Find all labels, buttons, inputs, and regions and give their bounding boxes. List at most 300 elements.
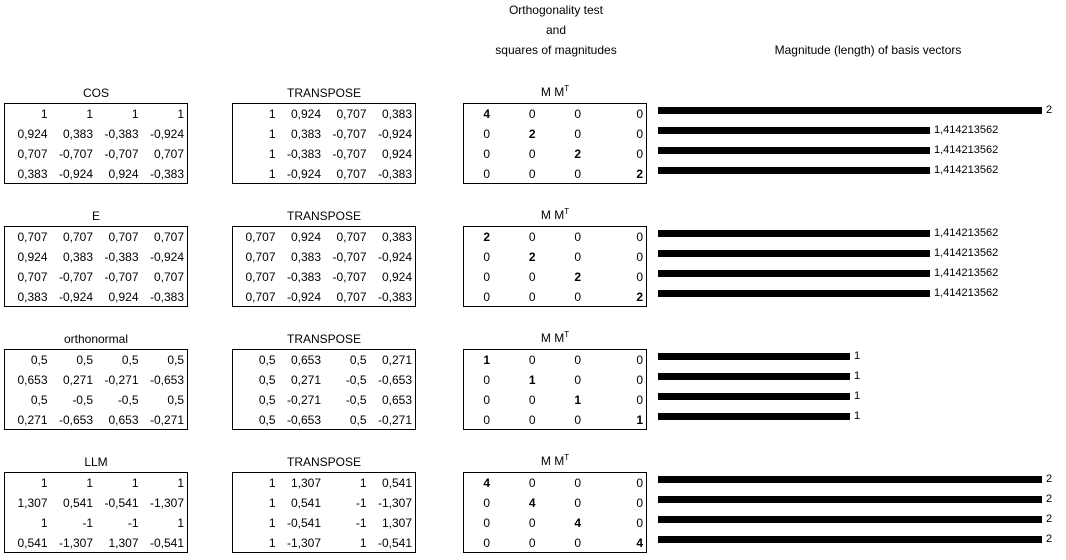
matrix-cell[interactable]: -0,707 bbox=[104, 270, 139, 284]
matrix-cell[interactable]: 0,383 bbox=[17, 290, 48, 304]
matrix-cell[interactable]: -0,653 bbox=[149, 373, 184, 387]
matrix-row bbox=[5, 513, 187, 533]
mmt-cell[interactable]: 0 bbox=[528, 147, 536, 161]
transpose-cell[interactable]: -0,924 bbox=[377, 127, 412, 141]
transpose-cell[interactable]: 0,5 bbox=[258, 373, 276, 387]
transpose-cell[interactable]: 1 bbox=[268, 147, 276, 161]
matrix-matrix bbox=[4, 103, 188, 184]
transpose-matrix bbox=[232, 103, 416, 184]
matrix-cell[interactable]: 1,307 bbox=[17, 496, 48, 510]
transpose-cell[interactable]: -0,5 bbox=[345, 373, 367, 387]
magnitude-bar bbox=[658, 290, 930, 297]
mmt-label-superscript: T bbox=[564, 330, 570, 339]
matrix-cell[interactable]: -0,383 bbox=[149, 290, 184, 304]
transpose-matrix bbox=[232, 226, 416, 307]
magnitude-value: 1 bbox=[854, 370, 861, 382]
matrix-cell[interactable]: 0,5 bbox=[167, 353, 184, 367]
matrix-cell[interactable]: 0,653 bbox=[17, 373, 48, 387]
matrix-name-label: COS bbox=[82, 86, 109, 100]
mmt-cell[interactable]: 0 bbox=[636, 373, 643, 387]
matrix-row bbox=[5, 533, 187, 553]
transpose-cell[interactable]: 1 bbox=[268, 516, 276, 530]
magnitude-value: 1,414213562 bbox=[934, 287, 999, 299]
magnitude-value: 2 bbox=[1046, 493, 1053, 505]
magnitude-bar bbox=[658, 413, 850, 420]
magnitude-value: 1,414213562 bbox=[934, 227, 999, 239]
transpose-row bbox=[233, 227, 415, 247]
transpose-cell[interactable]: -0,653 bbox=[286, 413, 321, 427]
transpose-cell[interactable]: -0,541 bbox=[377, 536, 412, 550]
matrix-row bbox=[5, 390, 187, 410]
matrix-name-label: LLM bbox=[84, 455, 108, 469]
matrix-cell[interactable]: 0,707 bbox=[153, 230, 184, 244]
transpose-cell[interactable]: 0,924 bbox=[290, 230, 321, 244]
transpose-cell[interactable]: -0,707 bbox=[332, 127, 367, 141]
mmt-cell[interactable]: 0 bbox=[528, 167, 536, 181]
magnitude-bar bbox=[658, 353, 850, 360]
transpose-cell[interactable]: 0,707 bbox=[245, 290, 276, 304]
magnitude-bar bbox=[658, 516, 1042, 523]
mmt-cell[interactable]: 2 bbox=[528, 127, 536, 141]
matrix-cell[interactable]: -0,383 bbox=[104, 250, 139, 264]
magnitude-bar bbox=[658, 270, 930, 277]
mmt-cell[interactable]: 0 bbox=[528, 353, 536, 367]
matrix-row bbox=[5, 350, 187, 370]
matrix-cell[interactable]: 0,707 bbox=[17, 270, 48, 284]
transpose-cell[interactable]: 0,707 bbox=[245, 270, 276, 284]
mmt-cell[interactable]: 0 bbox=[483, 393, 491, 407]
matrix-cell[interactable]: 0,5 bbox=[30, 353, 48, 367]
orthogonality-header-line1: Orthogonality test bbox=[508, 3, 604, 17]
transpose-cell[interactable]: -0,5 bbox=[345, 393, 367, 407]
matrix-cell[interactable]: -0,541 bbox=[104, 496, 139, 510]
mmt-cell[interactable]: 0 bbox=[574, 536, 582, 550]
mmt-row bbox=[464, 350, 646, 370]
transpose-cell[interactable]: 0,5 bbox=[258, 413, 276, 427]
mmt-cell[interactable]: 2 bbox=[636, 290, 643, 304]
mmt-cell[interactable]: 0 bbox=[528, 413, 536, 427]
mmt-cell[interactable]: 0 bbox=[483, 373, 491, 387]
transpose-cell[interactable]: 0,541 bbox=[290, 496, 321, 510]
mmt-cell[interactable]: 0 bbox=[636, 147, 643, 161]
transpose-cell[interactable]: 0,383 bbox=[290, 127, 321, 141]
matrix-cell[interactable]: 0,541 bbox=[62, 496, 93, 510]
magnitude-value: 2 bbox=[1046, 104, 1053, 116]
mmt-cell[interactable]: 0 bbox=[483, 290, 491, 304]
mmt-cell[interactable]: 0 bbox=[528, 107, 536, 121]
transpose-cell[interactable]: 1,307 bbox=[381, 516, 412, 530]
mmt-cell[interactable]: 0 bbox=[483, 127, 491, 141]
mmt-label-superscript: T bbox=[564, 453, 570, 462]
transpose-cell[interactable]: -0,541 bbox=[286, 516, 321, 530]
matrix-cell[interactable]: 0,271 bbox=[62, 373, 93, 387]
transpose-cell[interactable]: -0,707 bbox=[332, 250, 367, 264]
matrix-cell[interactable]: -0,924 bbox=[58, 290, 93, 304]
matrix-cell[interactable]: -0,271 bbox=[149, 413, 184, 427]
mmt-cell[interactable]: 0 bbox=[483, 147, 491, 161]
magnitude-value: 1 bbox=[854, 350, 861, 362]
transpose-cell[interactable]: 1 bbox=[359, 536, 367, 550]
transpose-cell[interactable]: 0,5 bbox=[258, 353, 276, 367]
mmt-cell[interactable]: 1 bbox=[528, 373, 536, 387]
mmt-cell[interactable]: 4 bbox=[483, 107, 491, 121]
mmt-cell[interactable]: 0 bbox=[636, 107, 643, 121]
transpose-row bbox=[233, 164, 415, 184]
mmt-cell[interactable]: 2 bbox=[574, 270, 582, 284]
transpose-cell[interactable]: -0,383 bbox=[377, 167, 412, 181]
transpose-cell[interactable]: 0,707 bbox=[245, 250, 276, 264]
matrix-cell[interactable]: 0,707 bbox=[108, 230, 139, 244]
matrix-cell[interactable]: 1 bbox=[40, 476, 48, 490]
matrix-cell[interactable]: 1 bbox=[131, 107, 139, 121]
matrix-cell[interactable]: 0,924 bbox=[17, 250, 48, 264]
magnitude-value: 1 bbox=[854, 410, 861, 422]
mmt-cell[interactable]: 1 bbox=[483, 353, 491, 367]
matrix-cell[interactable]: 1 bbox=[86, 476, 93, 490]
matrix-cell[interactable]: -0,5 bbox=[72, 393, 93, 407]
transpose-cell[interactable]: 0,383 bbox=[381, 107, 412, 121]
matrix-cell[interactable]: -0,924 bbox=[149, 250, 184, 264]
mmt-cell[interactable]: 0 bbox=[574, 373, 582, 387]
matrix-cell[interactable]: -1,307 bbox=[149, 496, 184, 510]
matrix-matrix bbox=[4, 226, 188, 307]
matrix-name-label: orthonormal bbox=[63, 332, 129, 346]
magnitude-value: 2 bbox=[1046, 473, 1053, 485]
mmt-cell[interactable]: 0 bbox=[528, 230, 536, 244]
matrix-matrix bbox=[4, 472, 188, 553]
transpose-cell[interactable]: 0,271 bbox=[290, 373, 321, 387]
orthogonality-header-line2: and bbox=[545, 23, 567, 37]
transpose-cell[interactable]: -0,924 bbox=[286, 290, 321, 304]
transpose-cell[interactable]: -0,383 bbox=[286, 147, 321, 161]
mmt-cell[interactable]: 0 bbox=[574, 496, 582, 510]
matrix-row bbox=[5, 287, 187, 307]
mmt-row bbox=[464, 513, 646, 533]
mmt-label-text: M M bbox=[540, 85, 565, 99]
mmt-cell[interactable]: 0 bbox=[636, 496, 643, 510]
mmt-cell[interactable]: 0 bbox=[528, 393, 536, 407]
mmt-cell[interactable]: 0 bbox=[528, 270, 536, 284]
mmt-cell[interactable]: 2 bbox=[574, 147, 582, 161]
matrix-cell[interactable]: -0,707 bbox=[58, 147, 93, 161]
matrix-cell[interactable]: -0,383 bbox=[149, 167, 184, 181]
mmt-cell[interactable]: 0 bbox=[574, 167, 582, 181]
matrix-cell[interactable]: 0,5 bbox=[121, 353, 139, 367]
transpose-cell[interactable]: 0,541 bbox=[381, 476, 412, 490]
mmt-label-superscript: T bbox=[564, 207, 570, 216]
matrix-row bbox=[5, 104, 187, 124]
mmt-cell[interactable]: 0 bbox=[483, 516, 491, 530]
magnitude-bar bbox=[658, 393, 850, 400]
matrix-cell[interactable]: 1 bbox=[177, 476, 184, 490]
matrix-cell[interactable]: 0,924 bbox=[108, 290, 139, 304]
transpose-cell[interactable]: -1,307 bbox=[377, 496, 412, 510]
mmt-cell[interactable]: 1 bbox=[636, 413, 643, 427]
transpose-cell[interactable]: -1,307 bbox=[286, 536, 321, 550]
transpose-cell[interactable]: 1 bbox=[268, 536, 276, 550]
matrix-row bbox=[5, 410, 187, 430]
mmt-row bbox=[464, 370, 646, 390]
matrix-cell[interactable]: 0,5 bbox=[76, 353, 93, 367]
magnitude-bar bbox=[658, 496, 1042, 503]
matrix-cell[interactable]: 0,383 bbox=[62, 250, 93, 264]
mmt-row bbox=[464, 144, 646, 164]
transpose-cell[interactable]: 0,924 bbox=[381, 147, 412, 161]
magnitude-bar bbox=[658, 476, 1042, 483]
transpose-cell[interactable]: 1 bbox=[268, 107, 276, 121]
matrix-cell[interactable]: 0,5 bbox=[167, 393, 184, 407]
mmt-row bbox=[464, 473, 646, 493]
matrix-cell[interactable]: 0,383 bbox=[62, 127, 93, 141]
mmt-cell[interactable]: 0 bbox=[574, 107, 582, 121]
matrix-cell[interactable]: -1 bbox=[82, 516, 93, 530]
magnitude-value: 1 bbox=[854, 390, 861, 402]
matrix-cell[interactable]: 0,707 bbox=[62, 230, 93, 244]
magnitude-header: Magnitude (length) of basis vectors bbox=[774, 43, 962, 57]
transpose-label: TRANSPOSE bbox=[286, 209, 361, 223]
mmt-cell[interactable]: 0 bbox=[574, 413, 582, 427]
magnitude-value: 1,414213562 bbox=[934, 144, 999, 156]
mmt-cell[interactable]: 0 bbox=[483, 496, 491, 510]
matrix-cell[interactable]: -0,383 bbox=[104, 127, 139, 141]
transpose-matrix bbox=[232, 349, 416, 430]
mmt-cell[interactable]: 0 bbox=[574, 250, 582, 264]
matrix-cell[interactable]: 0,707 bbox=[153, 147, 184, 161]
matrix-row bbox=[5, 124, 187, 144]
mmt-cell[interactable]: 0 bbox=[528, 536, 536, 550]
mmt-cell[interactable]: 2 bbox=[528, 250, 536, 264]
transpose-row bbox=[233, 410, 415, 430]
magnitude-bar bbox=[658, 147, 930, 154]
mmt-cell[interactable]: 0 bbox=[528, 516, 536, 530]
mmt-matrix bbox=[463, 226, 647, 307]
transpose-cell[interactable]: -1 bbox=[355, 496, 367, 510]
transpose-cell[interactable]: 0,5 bbox=[349, 353, 367, 367]
matrix-cell[interactable]: 1 bbox=[177, 107, 184, 121]
matrix-cell[interactable]: 0,924 bbox=[108, 167, 139, 181]
mmt-row bbox=[464, 390, 646, 410]
mmt-cell[interactable]: 2 bbox=[483, 230, 491, 244]
matrix-cell[interactable]: 0,383 bbox=[17, 167, 48, 181]
mmt-matrix bbox=[463, 349, 647, 430]
mmt-cell[interactable]: 0 bbox=[574, 230, 582, 244]
transpose-cell[interactable]: -0,383 bbox=[377, 290, 412, 304]
matrix-row bbox=[5, 370, 187, 390]
matrix-cell[interactable]: 0,707 bbox=[17, 230, 48, 244]
magnitude-value: 2 bbox=[1046, 533, 1053, 545]
mmt-cell[interactable]: 4 bbox=[483, 476, 491, 490]
mmt-cell[interactable]: 0 bbox=[636, 270, 643, 284]
transpose-cell[interactable]: 0,653 bbox=[381, 393, 412, 407]
mmt-cell[interactable]: 0 bbox=[574, 476, 582, 490]
transpose-cell[interactable]: 1 bbox=[359, 476, 367, 490]
mmt-cell[interactable]: 0 bbox=[528, 290, 536, 304]
matrix-cell[interactable]: 1 bbox=[177, 516, 184, 530]
matrix-cell[interactable]: -1 bbox=[127, 516, 139, 530]
mmt-cell[interactable]: 2 bbox=[636, 167, 643, 181]
transpose-row bbox=[233, 533, 415, 553]
transpose-label: TRANSPOSE bbox=[286, 455, 361, 469]
mmt-cell[interactable]: 0 bbox=[483, 536, 491, 550]
mmt-row bbox=[464, 247, 646, 267]
mmt-cell[interactable]: 4 bbox=[636, 536, 643, 550]
transpose-row bbox=[233, 473, 415, 493]
matrix-cell[interactable]: 0,653 bbox=[108, 413, 139, 427]
transpose-cell[interactable]: 0,707 bbox=[245, 230, 276, 244]
mmt-label-text: M M bbox=[540, 208, 565, 222]
matrix-row bbox=[5, 227, 187, 247]
magnitude-value: 1,414213562 bbox=[934, 267, 999, 279]
mmt-label-text: M M bbox=[540, 454, 565, 468]
transpose-cell[interactable]: -0,707 bbox=[332, 147, 367, 161]
matrix-cell[interactable]: 0,271 bbox=[17, 413, 48, 427]
mmt-cell[interactable]: 0 bbox=[574, 353, 582, 367]
matrix-row bbox=[5, 164, 187, 184]
mmt-matrix bbox=[463, 103, 647, 184]
mmt-cell[interactable]: 1 bbox=[574, 393, 582, 407]
transpose-cell[interactable]: 0,383 bbox=[381, 230, 412, 244]
mmt-cell[interactable]: 0 bbox=[636, 127, 643, 141]
mmt-matrix bbox=[463, 472, 647, 553]
matrix-cell[interactable]: -0,707 bbox=[104, 147, 139, 161]
matrix-cell[interactable]: 1 bbox=[40, 516, 48, 530]
matrix-cell[interactable]: 0,5 bbox=[30, 393, 48, 407]
transpose-row bbox=[233, 390, 415, 410]
mmt-label bbox=[463, 327, 647, 346]
transpose-cell[interactable]: -0,383 bbox=[286, 270, 321, 284]
transpose-cell[interactable]: -1 bbox=[355, 516, 367, 530]
transpose-cell[interactable]: 0,271 bbox=[381, 353, 412, 367]
mmt-cell[interactable]: 4 bbox=[574, 516, 582, 530]
transpose-row bbox=[233, 287, 415, 307]
matrix-cell[interactable]: 0,541 bbox=[17, 536, 48, 550]
mmt-label bbox=[463, 204, 647, 223]
transpose-cell[interactable]: -0,271 bbox=[377, 413, 412, 427]
mmt-row bbox=[464, 267, 646, 287]
matrix-cell[interactable]: -0,541 bbox=[149, 536, 184, 550]
transpose-row bbox=[233, 513, 415, 533]
mmt-label-text: M M bbox=[540, 331, 565, 345]
matrix-name-label: E bbox=[91, 209, 100, 223]
transpose-label: TRANSPOSE bbox=[286, 86, 361, 100]
transpose-cell[interactable]: 0,924 bbox=[290, 107, 321, 121]
transpose-cell[interactable]: 0,707 bbox=[336, 230, 367, 244]
matrix-cell[interactable]: -0,653 bbox=[58, 413, 93, 427]
magnitude-value: 1,414213562 bbox=[934, 247, 999, 259]
mmt-cell[interactable]: 0 bbox=[636, 353, 643, 367]
transpose-cell[interactable]: 0,383 bbox=[290, 250, 321, 264]
magnitude-bar bbox=[658, 127, 930, 134]
mmt-row bbox=[464, 493, 646, 513]
transpose-row bbox=[233, 370, 415, 390]
mmt-cell[interactable]: 0 bbox=[574, 127, 582, 141]
matrix-cell[interactable]: 1 bbox=[131, 476, 139, 490]
transpose-cell[interactable]: 0,924 bbox=[381, 270, 412, 284]
transpose-cell[interactable]: 1 bbox=[268, 167, 276, 181]
matrix-cell[interactable]: -0,924 bbox=[149, 127, 184, 141]
matrix-cell[interactable]: -0,707 bbox=[58, 270, 93, 284]
transpose-cell[interactable]: 0,5 bbox=[349, 413, 367, 427]
mmt-cell[interactable]: 0 bbox=[528, 476, 536, 490]
transpose-cell[interactable]: 1 bbox=[268, 476, 276, 490]
transpose-cell[interactable]: -0,271 bbox=[286, 393, 321, 407]
transpose-cell[interactable]: 0,707 bbox=[336, 107, 367, 121]
transpose-row bbox=[233, 144, 415, 164]
orthogonality-header-line3: squares of magnitudes bbox=[495, 43, 617, 57]
transpose-cell[interactable]: -0,707 bbox=[332, 270, 367, 284]
matrix-cell[interactable]: -0,271 bbox=[104, 373, 139, 387]
mmt-cell[interactable]: 4 bbox=[528, 496, 536, 510]
mmt-cell[interactable]: 0 bbox=[636, 250, 643, 264]
transpose-row bbox=[233, 104, 415, 124]
transpose-row bbox=[233, 350, 415, 370]
mmt-cell[interactable]: 0 bbox=[483, 250, 491, 264]
magnitude-value: 2 bbox=[1046, 513, 1053, 525]
mmt-cell[interactable]: 0 bbox=[483, 270, 491, 284]
matrix-cell[interactable]: 0,924 bbox=[17, 127, 48, 141]
transpose-row bbox=[233, 247, 415, 267]
transpose-cell[interactable]: 0,707 bbox=[336, 167, 367, 181]
transpose-cell[interactable]: -0,924 bbox=[286, 167, 321, 181]
matrix-cell[interactable]: -0,924 bbox=[58, 167, 93, 181]
mmt-row bbox=[464, 533, 646, 553]
matrix-cell[interactable]: -1,307 bbox=[58, 536, 93, 550]
transpose-cell[interactable]: 1,307 bbox=[290, 476, 321, 490]
magnitude-bar bbox=[658, 250, 930, 257]
matrix-row bbox=[5, 473, 187, 493]
transpose-cell[interactable]: 0,653 bbox=[290, 353, 321, 367]
mmt-cell[interactable]: 0 bbox=[636, 516, 643, 530]
mmt-row bbox=[464, 410, 646, 430]
mmt-row bbox=[464, 124, 646, 144]
mmt-row bbox=[464, 287, 646, 307]
transpose-label: TRANSPOSE bbox=[286, 332, 361, 346]
magnitude-value: 1,414213562 bbox=[934, 124, 999, 136]
matrix-cell[interactable]: 1 bbox=[40, 107, 48, 121]
magnitude-bar bbox=[658, 536, 1042, 543]
mmt-label-superscript: T bbox=[564, 84, 570, 93]
transpose-cell[interactable]: 1 bbox=[268, 496, 276, 510]
mmt-cell[interactable]: 0 bbox=[483, 413, 491, 427]
matrix-cell[interactable]: -0,5 bbox=[117, 393, 139, 407]
magnitude-bar bbox=[658, 230, 930, 237]
matrix-cell[interactable]: 0,707 bbox=[153, 270, 184, 284]
transpose-cell[interactable]: 0,5 bbox=[258, 393, 276, 407]
transpose-cell[interactable]: -0,924 bbox=[377, 250, 412, 264]
transpose-cell[interactable]: 1 bbox=[268, 127, 276, 141]
mmt-cell[interactable]: 0 bbox=[483, 167, 491, 181]
matrix-row bbox=[5, 267, 187, 287]
mmt-cell[interactable]: 0 bbox=[636, 230, 643, 244]
matrix-matrix bbox=[4, 349, 188, 430]
transpose-row bbox=[233, 267, 415, 287]
mmt-cell[interactable]: 0 bbox=[636, 476, 643, 490]
transpose-row bbox=[233, 124, 415, 144]
matrix-cell[interactable]: 1,307 bbox=[108, 536, 139, 550]
magnitude-bar bbox=[658, 107, 1042, 114]
matrix-row bbox=[5, 247, 187, 267]
matrix-cell[interactable]: 0,707 bbox=[17, 147, 48, 161]
matrix-cell[interactable]: 1 bbox=[86, 107, 93, 121]
mmt-label bbox=[463, 450, 647, 469]
mmt-cell[interactable]: 0 bbox=[636, 393, 643, 407]
mmt-row bbox=[464, 227, 646, 247]
mmt-row bbox=[464, 104, 646, 124]
mmt-cell[interactable]: 0 bbox=[574, 290, 582, 304]
transpose-cell[interactable]: -0,653 bbox=[377, 373, 412, 387]
magnitude-bar bbox=[658, 373, 850, 380]
transpose-cell[interactable]: 0,707 bbox=[336, 290, 367, 304]
